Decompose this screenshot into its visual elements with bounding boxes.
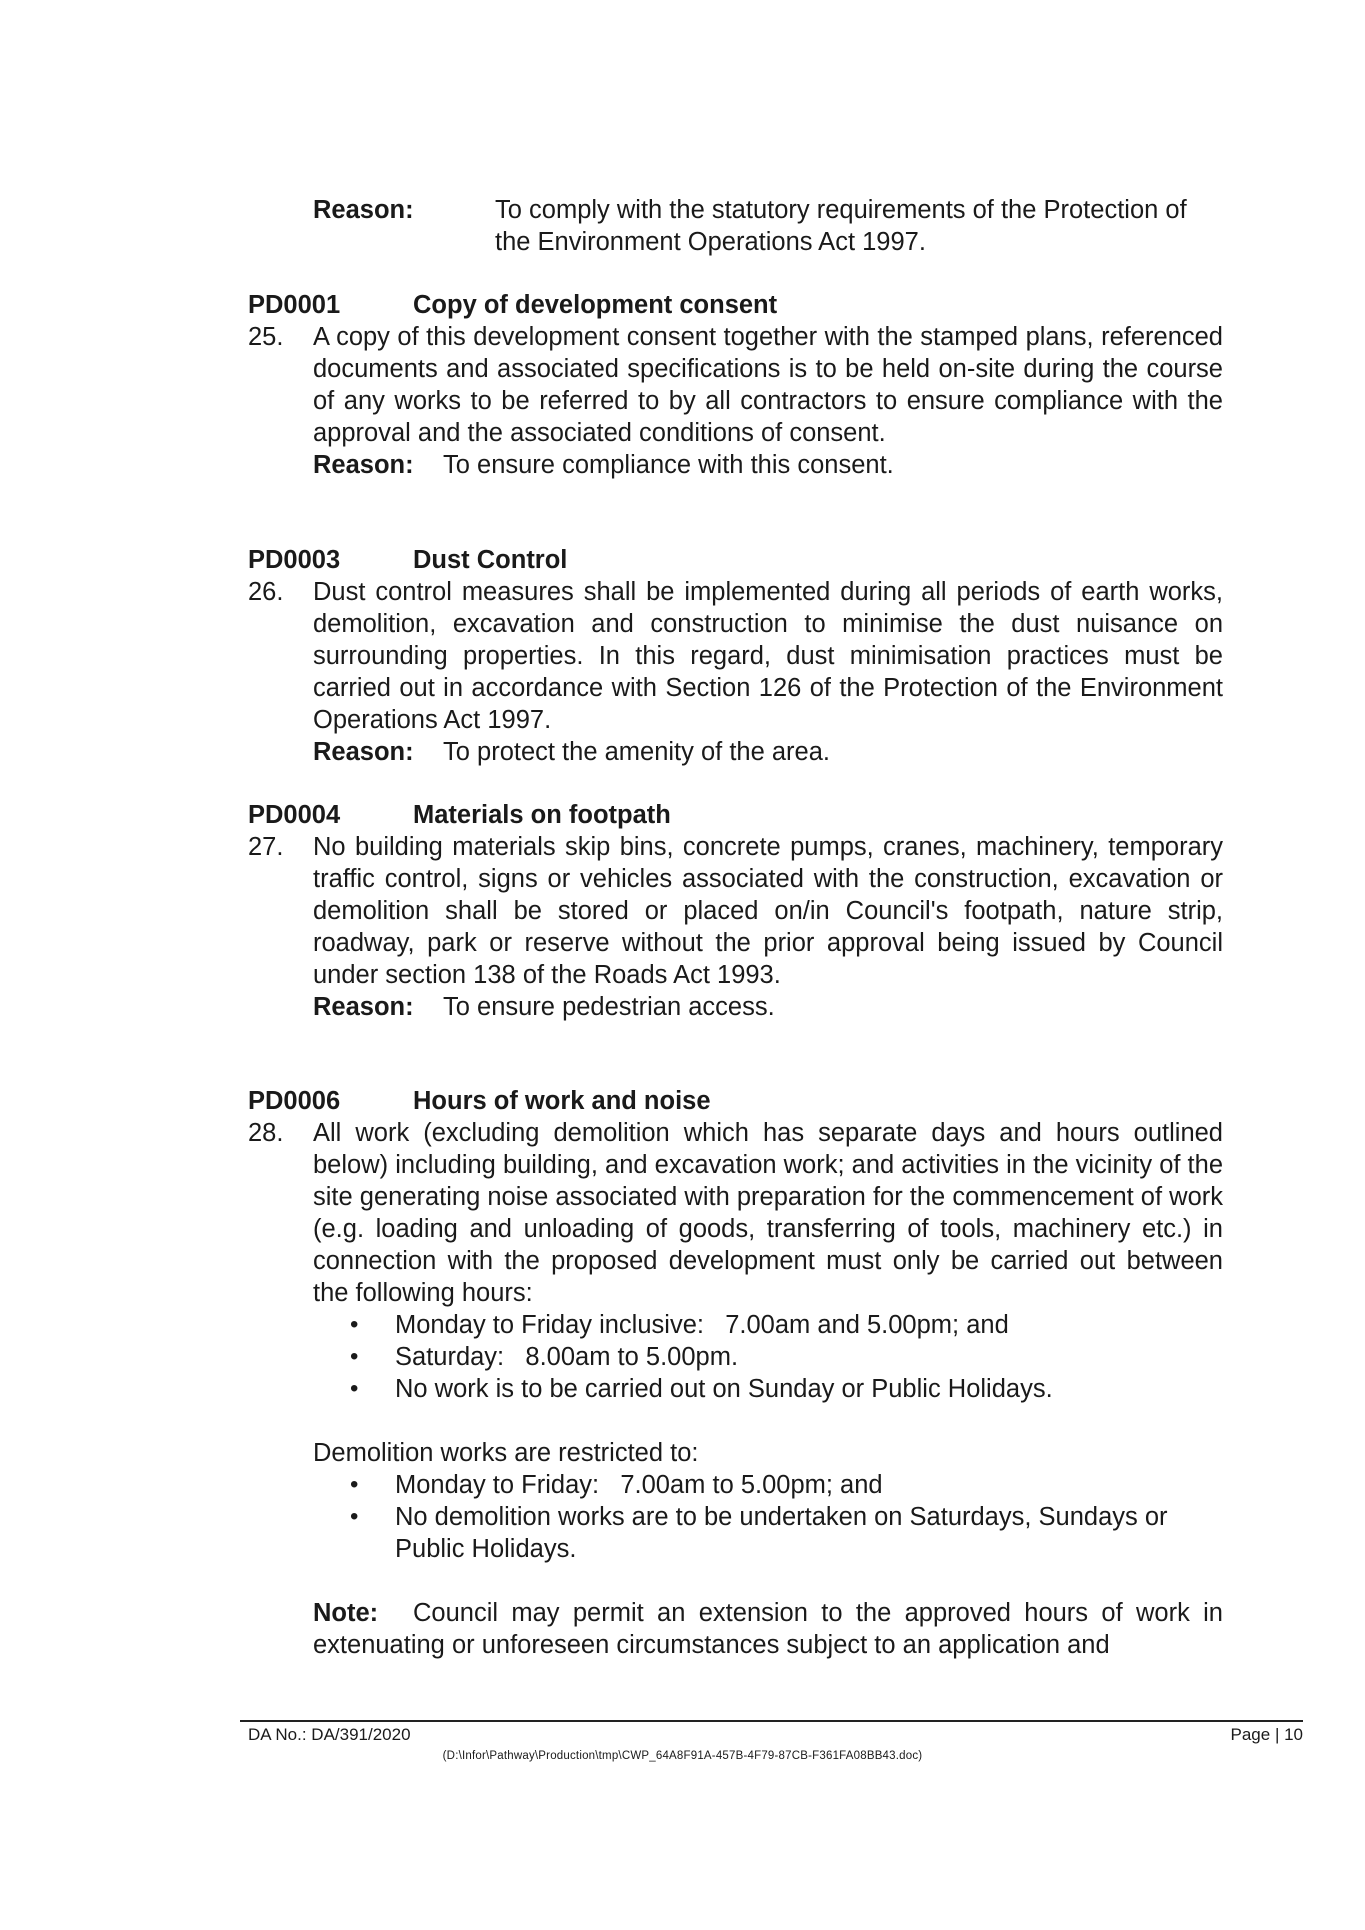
condition-body: Dust control measures shall be implemented during all periods of earth works, demolition, excavation and construction to minimise the dust nuisance on surrounding properties. In this regard, dust minimisation practices must be carried out in accordance with Section 126 of the Protection of the Environment Operations Act 1997. xyxy=(313,578,1223,734)
reason-text: To ensure pedestrian access. xyxy=(443,993,775,1021)
demolition-intro: Demolition works are restricted to: xyxy=(313,1439,699,1467)
condition-title: Copy of development consent xyxy=(413,291,778,319)
condition-reason xyxy=(313,736,1223,768)
demolition-hours-list xyxy=(248,1469,1223,1565)
condition-heading xyxy=(248,1085,1223,1117)
condition-heading xyxy=(248,799,1223,831)
footer-divider xyxy=(240,1720,1303,1722)
reason-label: Reason: xyxy=(313,993,414,1021)
condition-code: PD0006 xyxy=(248,1087,341,1115)
reason-label: Reason: xyxy=(313,451,414,479)
condition-heading xyxy=(248,544,1223,576)
list-item: • Monday to Friday: 7.00am to 5.00pm; and xyxy=(313,1469,1223,1501)
top-reason-text: To comply with the statutory requirements of the Protection of the Environment Operations Act 1997. xyxy=(495,196,1187,256)
condition-number: 25. xyxy=(248,323,284,351)
reason-text: To protect the amenity of the area. xyxy=(443,738,830,766)
top-reason xyxy=(313,194,1223,258)
reason-label: Reason: xyxy=(313,738,414,766)
list-item: • Saturday: 8.00am to 5.00pm. xyxy=(313,1341,1223,1373)
condition-body: A copy of this development consent together with the stamped plans, referenced documents and associated specifications is to be held on-site during the course of any works to be referred to by all contractors to ensure compliance with the approval and the associated conditions of consent. xyxy=(313,323,1223,447)
condition-title: Hours of work and noise xyxy=(413,1087,711,1115)
note-text: Council may permit an extension to the approved hours of work in extenuating or unforeseen circumstances subject to an application and xyxy=(313,1599,1223,1659)
condition-item xyxy=(248,831,1223,991)
note-label: Note: xyxy=(313,1599,379,1627)
condition-pd0004 xyxy=(248,799,1223,1023)
top-reason-label: Reason: xyxy=(313,196,414,224)
work-hours-list xyxy=(248,1309,1223,1405)
condition-pd0006 xyxy=(248,1085,1223,1661)
condition-number: 28. xyxy=(248,1119,284,1147)
note-paragraph xyxy=(313,1597,1223,1661)
condition-pd0001 xyxy=(248,289,1223,481)
condition-number: 27. xyxy=(248,833,284,861)
condition-reason xyxy=(313,449,1223,481)
list-item: • No work is to be carried out on Sunday or Public Holidays. xyxy=(313,1373,1223,1405)
condition-code: PD0001 xyxy=(248,291,341,319)
condition-reason xyxy=(313,991,1223,1023)
page-number: Page | 10 xyxy=(1230,1725,1303,1744)
condition-code: PD0003 xyxy=(248,546,341,574)
list-item: • No demolition works are to be undertaken on Saturdays, Sundays or Public Holidays. xyxy=(313,1501,1223,1565)
condition-body: All work (excluding demolition which has separate days and hours outlined below) including building, and excavation work; and activities in the vicinity of the site generating noise associated with preparation for the commencement of work (e.g. loading and unloading of goods, transferring of tools, machinery etc.) in connection with the proposed development must only be carried out between the following hours: xyxy=(313,1119,1224,1307)
list-item: • Monday to Friday inclusive: 7.00am and 5.00pm; and xyxy=(313,1309,1223,1341)
condition-item xyxy=(248,1117,1223,1309)
da-number: DA No.: DA/391/2020 xyxy=(248,1725,411,1744)
reason-text: To ensure compliance with this consent. xyxy=(443,451,894,479)
condition-item xyxy=(248,576,1223,736)
condition-title: Dust Control xyxy=(413,546,568,574)
file-path: (D:\Infor\Pathway\Production\tmp\CWP_64A8F91A-457B-4F79-87CB-F361FA08BB43.doc) xyxy=(442,1750,923,1762)
condition-pd0003 xyxy=(248,544,1223,768)
condition-title: Materials on footpath xyxy=(413,801,671,829)
condition-code: PD0004 xyxy=(248,801,341,829)
condition-body: No building materials skip bins, concrete pumps, cranes, machinery, temporary traffic control, signs or vehicles associated with the construction, excavation or demolition shall be stored or placed on/in Council's footpath, nature strip, roadway, park or reserve without the prior approval being issued by Council under section 138 of the Roads Act 1993. xyxy=(313,833,1223,989)
condition-heading xyxy=(248,289,1223,321)
condition-item xyxy=(248,321,1223,449)
condition-number: 26. xyxy=(248,578,284,606)
